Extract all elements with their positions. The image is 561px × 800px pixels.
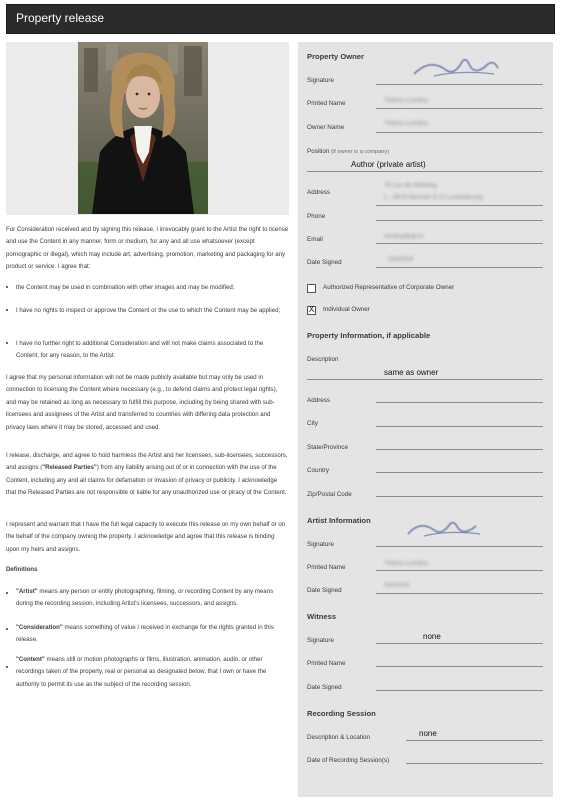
session-dates-label: Date of Recording Session(s) — [307, 757, 390, 764]
owner-name-value: Thierry Lombry — [384, 120, 428, 127]
property-owner-heading: Property Owner — [307, 52, 364, 61]
definition-body: means something of value I received in exchange for the rights granted in this release. — [16, 624, 274, 644]
warranty-paragraph: I represent and warrant that I have the full legal capacity to execute this release on my own behalf or on the behalf of the company owning the property. I acknowledge and agree that this release is binding upon my heirs and assigns. — [6, 521, 286, 553]
artist-date-signed-field[interactable] — [376, 593, 543, 594]
bullet-dot — [6, 309, 8, 311]
owner-date-signed-field[interactable] — [376, 267, 543, 268]
property-zip-label: Zip/Postal Code — [307, 491, 352, 498]
property-state-label: State/Province — [307, 444, 348, 451]
artist-printed-name-value: Thierry Lombry — [384, 560, 428, 567]
definitions-title: Definitions — [6, 566, 38, 573]
bullet-dot — [6, 628, 8, 630]
session-description-label: Description & Location — [307, 734, 371, 741]
header-bar — [6, 4, 555, 34]
artist-signature-mark — [404, 514, 484, 544]
position-hint: (if owner is a company) — [331, 149, 389, 155]
bullet-dot — [6, 666, 8, 668]
release-text-b: ) from any liability arising out of or in connection with the use of the Content, including any and all claims for defamation or invasion of privacy or publicity. I acknowledge that the Released Parties are not responsible or liable for any unauthorized use or piracy of the Content. — [6, 464, 287, 497]
owner-address-label: Address — [307, 189, 331, 196]
release-text-a: I release, discharge, and agree to hold harmless the Artist and her licensees, sub-licensees, successors, and assigns ( — [6, 452, 288, 472]
session-description-value: none — [419, 729, 437, 738]
intro-paragraph: For Consideration received and by signing this release, I irrevocably grant to the Artist the right to license and use the Content in any manner, form or medium, for any and all use whatsoever (except pornographic or illegal), which may include art, advertising, promotion, marketing and packaging for any product or service. I agree that: — [6, 226, 289, 271]
artist-info-heading: Artist Information — [307, 516, 371, 525]
page-title: Property release — [16, 11, 105, 25]
owner-name-label: Owner Name — [307, 124, 345, 131]
witness-printed-name-label: Printed Name — [307, 660, 346, 667]
owner-date-signed-label: Date Signed — [307, 259, 342, 266]
definition-text — [16, 586, 286, 611]
witness-date-signed-label: Date Signed — [307, 684, 342, 691]
bullet-dot — [6, 592, 8, 594]
released-parties-term: "Released Parties" — [42, 464, 97, 472]
bullet-text: I have no rights to inspect or approve the Content or the use to which the Content may be applied; — [16, 307, 281, 314]
definition-text — [16, 622, 286, 647]
artist-signature-label: Signature — [307, 541, 334, 548]
property-description-field[interactable] — [307, 379, 543, 380]
witness-signature-field[interactable] — [376, 643, 543, 644]
definition-term: "Consideration" — [16, 624, 63, 631]
artist-signature-field[interactable] — [376, 546, 543, 547]
property-address-field[interactable] — [376, 402, 543, 403]
position-label-text: Position — [307, 148, 330, 155]
property-country-label: Country — [307, 467, 330, 474]
bullet-text: I have no further right to additional Consideration and will not make claims associated to the Content, for any reason, to the Artist. — [16, 340, 264, 360]
session-dates-field[interactable] — [406, 763, 543, 764]
witness-signature-label: Signature — [307, 637, 334, 644]
property-info-heading: Property Information, if applicable — [307, 331, 431, 340]
owner-position-label — [307, 148, 389, 155]
individual-owner-checkbox[interactable] — [307, 306, 316, 315]
owner-name-field[interactable] — [376, 132, 543, 133]
owner-printed-name-label: Printed Name — [307, 100, 346, 107]
property-state-field[interactable] — [376, 449, 543, 450]
recording-session-heading: Recording Session — [307, 709, 376, 718]
owner-signature-field[interactable] — [376, 84, 543, 85]
owner-date-signed-value: 3/4/2024 — [388, 256, 414, 263]
property-address-label: Address — [307, 397, 331, 404]
owner-email-field[interactable] — [376, 243, 543, 244]
owner-address-field[interactable] — [376, 205, 543, 206]
witness-printed-name-field[interactable] — [376, 666, 543, 667]
owner-address-line1: 70 rue de Wellong — [384, 182, 437, 189]
bullet-dot — [6, 286, 8, 288]
owner-email-value: lombry@ail.lu — [384, 233, 424, 240]
portrait-photo — [78, 42, 208, 214]
property-zip-field[interactable] — [376, 496, 543, 497]
owner-printed-name-value: Thierry Lombry — [384, 97, 428, 104]
release-form — [298, 42, 553, 797]
owner-email-label: Email — [307, 236, 323, 243]
owner-signature-label: Signature — [307, 77, 334, 84]
owner-signature-mark — [410, 52, 500, 82]
release-terms — [6, 42, 289, 688]
definition-text — [16, 654, 286, 691]
property-description-label: Description — [307, 356, 339, 363]
witness-heading: Witness — [307, 612, 337, 621]
corporate-owner-checkbox[interactable] — [307, 284, 316, 293]
release-paragraph — [6, 450, 289, 500]
artist-printed-name-field[interactable] — [376, 570, 543, 571]
owner-position-value: Author (private artist) — [351, 160, 426, 169]
definition-body: means still or motion photographs or films, illustration, animation, audio, or other recordings taken of the property, real or personal as designated below, that I own or have the authority to permit its use as the subject of the recording session. — [16, 656, 267, 688]
privacy-paragraph: I agree that my personal information will not be made publicly available but may only be used in connection to licensing the Content where necessary (e.g., to defend claims and protect legal rights), and may be retained as long as necessary to fulfill this purpose, including by being shared with sub-licensees and assignees of the Artist and transferred to countries with differing data protection and privacy laws where it may be stored, accessed and used. — [6, 374, 278, 431]
witness-signature-value: none — [423, 632, 441, 641]
witness-date-signed-field[interactable] — [376, 690, 543, 691]
owner-printed-name-field[interactable] — [376, 108, 543, 109]
photo-panel — [6, 42, 289, 215]
bullet-dot — [6, 342, 8, 344]
definition-body: means any person or entity photographing, filming, or recording Content by any means during the recording session, including Artist's licensees, successors, and assigns. — [16, 588, 274, 608]
property-city-field[interactable] — [376, 426, 543, 427]
property-country-field[interactable] — [376, 472, 543, 473]
property-city-label: City — [307, 420, 318, 427]
owner-address-line2: L - 9876 Bechen E.G Luxembourg — [384, 194, 483, 201]
session-description-field[interactable] — [406, 740, 543, 741]
owner-phone-label: Phone — [307, 213, 326, 220]
definition-term: "Artist" — [16, 588, 38, 595]
artist-date-signed-label: Date Signed — [307, 587, 342, 594]
property-description-value: same as owner — [384, 368, 439, 377]
bullet-text: the Content may be used in combination with other images and may be modified; — [16, 284, 235, 291]
checkbox-check-mark: X — [308, 305, 315, 314]
artist-printed-name-label: Printed Name — [307, 564, 346, 571]
owner-position-field[interactable] — [307, 171, 543, 172]
corporate-owner-label: Authorized Representative of Corporate Owner — [323, 284, 455, 291]
definition-term: "Content" — [16, 656, 45, 663]
owner-phone-field[interactable] — [376, 220, 543, 221]
individual-owner-label: Individual Owner — [323, 306, 370, 313]
artist-date-signed-value: 3/4/2024 — [384, 582, 410, 589]
